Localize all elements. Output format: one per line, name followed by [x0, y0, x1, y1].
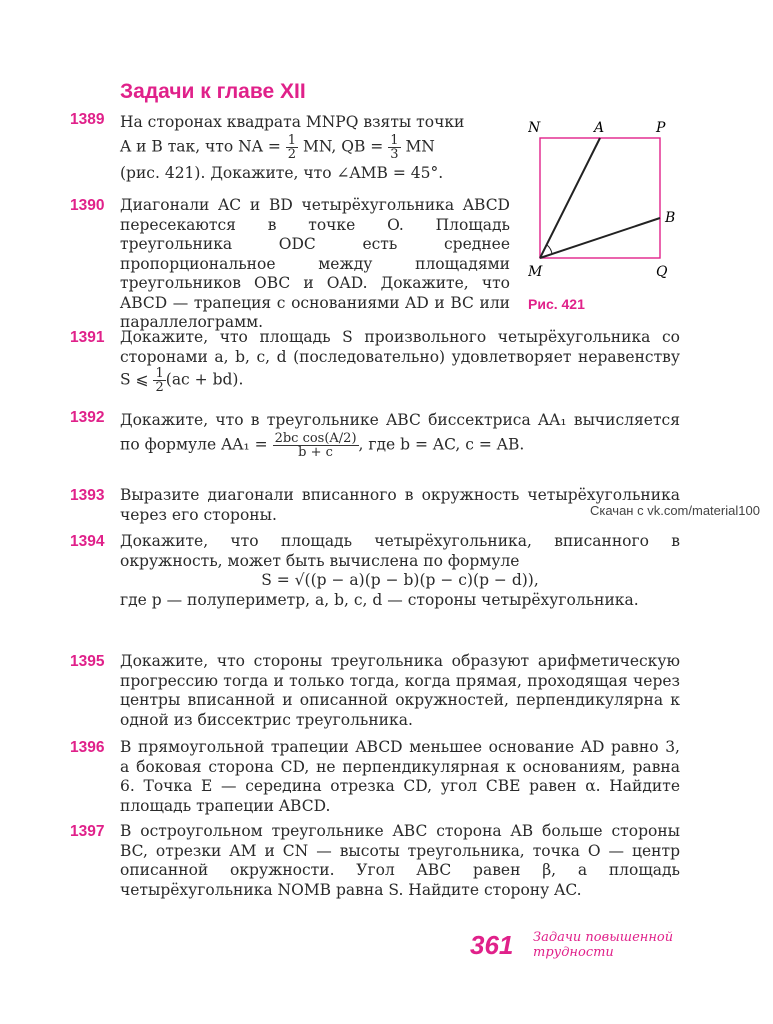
problem-number: 1395 — [70, 653, 105, 670]
chapter-title: Задачи к главе XII — [120, 80, 306, 103]
problem-text: MN, QB = — [302, 137, 384, 156]
problem-1392 — [70, 408, 680, 459]
figure-421 — [528, 118, 688, 318]
problem-text: В прямоугольной трапеции ABCD меньшее основание AD равно 3, а боковая сторона CD, не перпендикулярная к основаниям, равна 6. Точка E — середина отрезка CD, угол CBE равен α. Найдите площадь трапеции ABCD. — [120, 738, 680, 815]
label-N: N — [528, 120, 541, 136]
figure-caption: Рис. 421 — [528, 296, 585, 312]
problem-number: 1393 — [70, 487, 105, 504]
label-M: M — [528, 264, 543, 280]
problem-number: 1392 — [70, 409, 105, 426]
problem-1393 — [70, 486, 680, 525]
problem-text: Выразите диагонали вписанного в окружность четырёхугольника через его стороны. — [120, 486, 680, 524]
problem-text: (ac + bd). — [165, 370, 244, 389]
problem-text: Докажите, что в треугольнике ABC биссектриса AA₁ вычисляется по формуле AA₁ = — [120, 411, 680, 454]
problem-number: 1396 — [70, 739, 105, 756]
page-number: 361 — [470, 930, 514, 960]
problem-text: На сторонах квадрата MNPQ взяты точки — [120, 113, 465, 131]
section-label: Задачи повышенной трудности — [533, 930, 674, 960]
problem-text: Докажите, что стороны треугольника образуют арифметическую прогрессию тогда и только тогда, когда прямая, проходящая через центры вписанной и описанной окружностей, перпендикулярна к одной из биссектрис треугольника. — [120, 652, 680, 729]
problem-1390 — [70, 196, 510, 333]
problem-number: 1391 — [70, 329, 105, 346]
problem-1395 — [70, 652, 680, 730]
problem-text: Докажите, что площадь четырёхугольника, вписанного в окружность, может быть вычислена по формуле — [120, 532, 680, 570]
watermark: Скачан с vk.com/material100 — [590, 503, 760, 518]
fraction: $\frac{1}{3}$ — [390, 133, 399, 162]
formula: S = √((p − a)(p − b)(p − c)(p − d)), — [261, 571, 539, 589]
problem-text: В остроугольном треугольнике ABC сторона AB больше стороны BC, отрезки AM и CN — высоты треугольника, точка O — центр описанной окружности. Угол ABC равен β, а площадь четырёхугольника NOMB равна S. Найдите сторону AC. — [120, 822, 680, 899]
problem-number: 1390 — [70, 197, 105, 214]
angle-arc — [547, 245, 552, 254]
problem-number: 1389 — [70, 111, 105, 128]
problem-text: где p — полупериметр, a, b, c, d — стороны четырёхугольника. — [120, 590, 639, 609]
square — [540, 138, 660, 258]
problem-number: 1394 — [70, 533, 105, 550]
problem-text: A и B так, что NA = — [120, 137, 281, 156]
problem-1391 — [70, 328, 680, 394]
problem-text: Диагонали AC и BD четырёхугольника ABCD пересекаются в точке O. Площадь треугольника ODC есть среднее пропорциональное между площадями треугольников OBC и OAD. Докажите, что ABCD — трапеция с основаниями AD и BC или параллелограмм. — [120, 196, 510, 331]
problem-number: 1397 — [70, 823, 105, 840]
label-A: A — [594, 120, 605, 136]
problem-1396 — [70, 738, 680, 816]
problem-1389 — [70, 110, 510, 185]
label-Q: Q — [656, 264, 668, 280]
label-B: B — [665, 210, 676, 226]
label-P: P — [656, 120, 666, 136]
fraction: $\frac{1}{2}$ — [287, 133, 297, 162]
problem-text: (рис. 421). Докажите, что ∠AMB = 45°. — [120, 164, 444, 182]
problem-text: MN — [405, 137, 435, 156]
problem-text: , где b = AC, c = AB. — [358, 435, 525, 454]
problem-1394 — [70, 532, 680, 610]
fraction: $\frac{\text{2bc cos(A/2)}}{b + c}$ — [274, 431, 357, 460]
problem-text: Докажите, что площадь S произвольного четырёхугольника со сторонами a, b, c, d (последовательно) удовлетворяет неравенству S ⩽ — [120, 328, 680, 389]
fraction: $\frac{1}{2}$ — [155, 366, 164, 395]
problem-1397 — [70, 822, 680, 900]
